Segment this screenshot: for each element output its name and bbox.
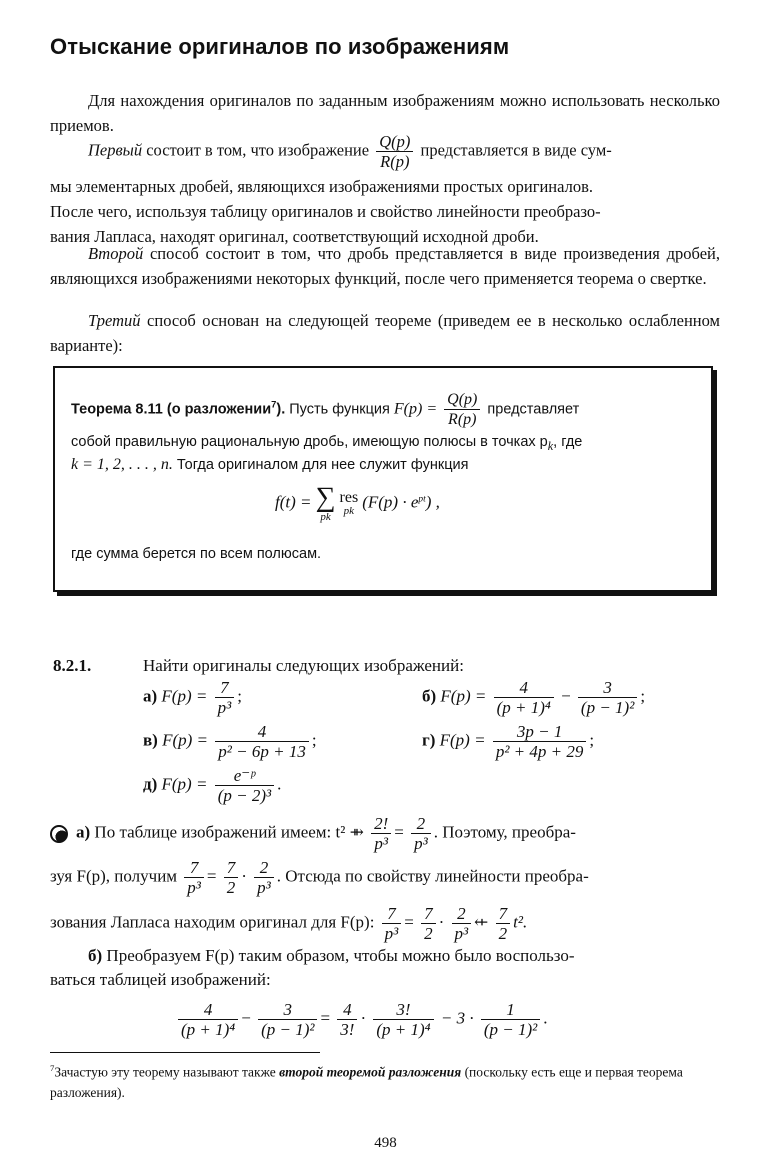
- intro-paragraph-4: [50, 308, 720, 358]
- sol-a-frac-1: [371, 814, 391, 853]
- item-b-fraction-2: [578, 678, 637, 717]
- sol-b-frac-4-num: 3!: [373, 1000, 433, 1020]
- theorem-fraction: [444, 390, 480, 429]
- intro-paragraph-1: [50, 88, 720, 138]
- item-a-fraction: [215, 678, 235, 717]
- sol-b-frac-2-num: 3: [258, 1000, 317, 1020]
- theorem-text-1: Пусть функция: [285, 401, 390, 418]
- theorem-line-2: [71, 434, 582, 454]
- theorem-line-3: [71, 456, 468, 474]
- footnote-divider: [50, 1052, 320, 1053]
- sol-b-frac-5: [481, 1000, 540, 1039]
- sum-operator: [316, 484, 336, 523]
- page-number: 498: [374, 1135, 397, 1151]
- item-c-label: в): [143, 730, 158, 750]
- item-d-label: г): [422, 730, 436, 750]
- fraction-numerator: Q(p): [376, 132, 413, 152]
- item-d-fraction: [493, 722, 587, 761]
- sol-a3-frac-1: [382, 904, 402, 943]
- item-b-label: б): [422, 686, 437, 706]
- item-b: б) F(p) = $\frac{4}{\text{(p + 1)⁴}}$ − $\frac{3}{\text{(p − 1)²}}$ ;: [422, 678, 646, 717]
- intro-paragraph-2: [50, 132, 720, 171]
- theorem-fraction-den: R(p): [448, 411, 477, 428]
- sol-a-frac-2-den: p³: [414, 834, 428, 853]
- sol-a2-frac-2-num: 7: [224, 858, 239, 878]
- item-d-func: F(p) =: [439, 730, 486, 750]
- first-method-line-c: мы элементарных дробей, являющихся изображениями простых оригиналов.: [50, 177, 593, 196]
- sol-a3-frac-1-num: 7: [382, 904, 402, 924]
- sol-b-frac-2-den: (p − 1)²: [261, 1020, 315, 1039]
- sol-a3-frac-4-den: 2: [498, 924, 508, 943]
- item-e-fraction: [215, 766, 274, 805]
- sol-a3-frac-1-den: p³: [384, 924, 399, 943]
- theorem-text-1-end: представляет: [487, 401, 580, 418]
- theorem-title-end: ).: [276, 401, 286, 418]
- item-d: г) F(p) = $\frac{3p - 1}{\text{p² + 4p + 29}}$ ;: [422, 722, 595, 761]
- item-a-func: F(p) =: [161, 686, 208, 706]
- item-e-func: F(p) =: [161, 774, 208, 794]
- theorem-box: [53, 366, 713, 592]
- item-c-fraction: [215, 722, 309, 761]
- item-d-den: p² + 4p + 29: [495, 742, 584, 761]
- third-method-label: Третий: [88, 311, 141, 330]
- item-a-label: а): [143, 686, 158, 706]
- item-b-func: F(p) =: [440, 686, 487, 706]
- sol-b-frac-4: [373, 1000, 433, 1039]
- solution-b-line-2: ваться таблицей изображений:: [50, 970, 271, 989]
- sol-b-frac-1-den: (p + 1)⁴: [181, 1020, 236, 1039]
- item-c-den: p² − 6p + 13: [218, 742, 306, 761]
- first-method-line-e: вания Лапласа, находят оригинал, соответствующий исходной дроби.: [50, 227, 539, 246]
- solution-a-text-3: зования Лапласа находим оригинал для F(p):: [50, 912, 375, 932]
- sol-b-frac-4-den: (p + 1)⁴: [376, 1020, 431, 1039]
- sol-a3-frac-4: [496, 904, 511, 943]
- first-method-label: Первый: [88, 140, 143, 160]
- solution-b-label: б): [88, 946, 103, 965]
- sol-a-frac-1-num: 2!: [371, 814, 391, 834]
- residue-operator: [340, 490, 359, 517]
- theorem-text-2: собой правильную рациональную дробь, имеющую полюсы в точках p: [71, 434, 548, 450]
- residue-label: res: [339, 489, 359, 506]
- theorem-range: k = 1, 2, . . . , n.: [71, 456, 173, 473]
- item-d-num: 3p − 1: [493, 722, 587, 742]
- problem-statement: Найти оригиналы следующих изображений:: [143, 656, 464, 675]
- sol-b-frac-3-num: 4: [337, 1000, 357, 1020]
- first-method-text: состоит в том, что изображение: [142, 140, 370, 160]
- solution-a-line-3: зования Лапласа находим оригинал для F(p): $\frac{7}{\text{p³}}$ = $\frac{7}{2}$ · $\frac{2}{\text{p³}}$ ⇷ $\frac{7}{2}$ t².: [50, 904, 528, 943]
- solution-a-line-1: а) По таблице изображений имеем: t² ⇻ $\frac{2!}{\text{p³}}$ = $\frac{2}{\text{p³}}$ . Поэтому, преобра-: [50, 814, 720, 853]
- theorem-fraction-num: Q(p): [444, 390, 480, 410]
- sol-a2-frac-3-num: 2: [254, 858, 274, 878]
- sol-a3-frac-2-den: 2: [424, 924, 433, 943]
- item-a-den: p³: [217, 698, 232, 717]
- sol-a3-frac-3: [452, 904, 472, 943]
- formula-exponent: pt: [418, 494, 426, 505]
- theorem-line-1: [71, 390, 579, 429]
- theorem-title: Теорема 8.11 (о разложении: [71, 401, 272, 418]
- first-method-line-d: После чего, используя таблицу оригиналов и свойство линейности преобразо-: [50, 202, 601, 221]
- solution-a-line-2: зуя F(p), получим $\frac{7}{\text{p³}}$ = $\frac{7}{2}$ · $\frac{2}{\text{p³}}$ . Отсюда по свойству линейности преобра-: [50, 858, 589, 897]
- footnote-text-b: (поскольку есть еще и первая теорема разложения).: [50, 1064, 683, 1100]
- sol-a2-frac-1-num: 7: [184, 858, 204, 878]
- sol-a2-frac-2-den: 2: [226, 878, 236, 897]
- section-heading: Отыскание оригиналов по изображениям: [50, 34, 510, 59]
- sol-a2-frac-1-den: p³: [187, 878, 201, 897]
- sol-a3-frac-2: [421, 904, 436, 943]
- item-e-label: д): [143, 774, 158, 794]
- theorem-text-3: Тогда оригиналом для нее служит функция: [172, 457, 469, 473]
- solution-a-text-2-end: . Отсюда по свойству линейности преобра-: [276, 866, 589, 886]
- intro-paragraph-2-cont: [50, 174, 720, 249]
- first-method-text-b: представляется в виде сум-: [420, 140, 612, 160]
- solution-a-label: а): [76, 822, 91, 842]
- sol-b-mid: − 3 ·: [440, 1008, 474, 1028]
- sol-b-frac-3-den: 3!: [340, 1020, 355, 1039]
- theorem-function: F(p) =: [393, 400, 438, 418]
- solution-b-formula: $\frac{4}{\text{(p + 1)⁴}}$ − $\frac{3}{\text{(p − 1)²}}$ = $\frac{4}{3!}$ · $\frac{3!}{\text{(p + 1)⁴}}$ − 3 · $\frac{1}{\text{(p − 1)²}}$ .: [175, 1000, 771, 1039]
- item-e-num: e⁻ᵖ: [215, 766, 274, 786]
- footnote-mark: 7: [50, 1063, 55, 1073]
- item-b-num-1: 4: [494, 678, 554, 698]
- item-c-num: 4: [215, 722, 309, 742]
- sol-a-frac-2-num: 2: [411, 814, 431, 834]
- item-b-den-2: (p − 1)²: [580, 698, 635, 717]
- item-e-den: (p − 2)³: [217, 786, 272, 805]
- third-method-text: способ основан на следующей теореме (приведем ее в несколько ослабленном варианте):: [50, 311, 720, 355]
- intro-paragraph-3: [50, 241, 720, 291]
- sol-b-frac-2: [258, 1000, 317, 1039]
- sol-a2-frac-2: [224, 858, 239, 897]
- footnote: [50, 1058, 725, 1103]
- footnote-text-a: Зачастую эту теорему называют также: [54, 1064, 280, 1080]
- sol-a3-result: t².: [513, 912, 528, 932]
- solution-start-icon: [50, 825, 68, 843]
- item-a-num: 7: [215, 678, 235, 698]
- formula-right: (F(p) · e: [362, 492, 419, 512]
- sum-subscript: pk: [320, 511, 331, 523]
- second-method-label: Второй: [88, 244, 144, 263]
- fraction-denominator: R(p): [380, 152, 410, 171]
- item-b-den-1: (p + 1)⁴: [496, 698, 551, 717]
- item-e: д) F(p) = $\frac{\text{e⁻ᵖ}}{\text{(p − 2)³}}$ .: [143, 766, 282, 805]
- sol-b-frac-1-num: 4: [178, 1000, 238, 1020]
- theorem-last-line: где сумма берется по всем полюсам.: [71, 546, 322, 562]
- sol-a3-frac-4-num: 7: [496, 904, 511, 924]
- solution-a-text-1: По таблице изображений имеем: t² ⇻: [90, 822, 364, 842]
- sol-a-frac-1-den: p³: [374, 834, 388, 853]
- formula-close: ) ,: [425, 492, 440, 512]
- solution-a-text-1-end: . Поэтому, преобра-: [433, 822, 576, 842]
- sol-b-frac-3: [337, 1000, 357, 1039]
- footnote-emphasis: второй теоремой разложения: [279, 1064, 462, 1080]
- intro-text-1: Для нахождения оригиналов по заданным изображениям можно использовать несколько приемов.: [50, 91, 720, 135]
- solution-a-text-2: зуя F(p), получим: [50, 866, 178, 886]
- problem-number: 8.2.1.: [53, 656, 92, 675]
- sol-a3-frac-3-den: p³: [454, 924, 469, 943]
- sol-b-frac-5-num: 1: [481, 1000, 540, 1020]
- solution-b-line-1: [50, 946, 720, 966]
- theorem-footnote-mark: 7: [271, 398, 277, 410]
- sol-a3-frac-2-num: 7: [421, 904, 436, 924]
- residue-subscript: pk: [343, 505, 355, 517]
- sol-b-frac-1: [178, 1000, 238, 1039]
- theorem-text-2-end: , где: [553, 434, 583, 450]
- item-b-fraction-1: [494, 678, 554, 717]
- sol-b-frac-5-den: (p − 1)²: [483, 1020, 538, 1039]
- item-a: а) F(p) = $\frac{7}{\text{p³}}$ ;: [143, 678, 242, 717]
- sum-symbol: ∑: [315, 482, 336, 513]
- item-c: в) F(p) = $\frac{4}{\text{p² − 6p + 13}}$ ;: [143, 722, 317, 761]
- formula-left: f(t) =: [275, 492, 312, 512]
- theorem-formula: [275, 484, 440, 523]
- sol-a2-frac-3: [254, 858, 274, 897]
- solution-b-text-1: Преобразуем F(p) таким образом, чтобы можно было воспользо-: [102, 946, 575, 965]
- sol-a2-frac-3-den: p³: [257, 878, 271, 897]
- item-c-func: F(p) =: [162, 730, 209, 750]
- second-method-text: способ состоит в том, что дробь представляется в виде произведения дробей, являющихся изображениями некоторых функций, после чего применяется теорема о свертке.: [50, 244, 720, 288]
- sol-a-frac-2: [411, 814, 431, 853]
- q-over-r-fraction: [376, 132, 413, 171]
- theorem-sub-k: k: [547, 438, 554, 453]
- item-b-num-2: 3: [578, 678, 637, 698]
- sol-a2-frac-1: [184, 858, 204, 897]
- sol-a3-frac-3-num: 2: [452, 904, 472, 924]
